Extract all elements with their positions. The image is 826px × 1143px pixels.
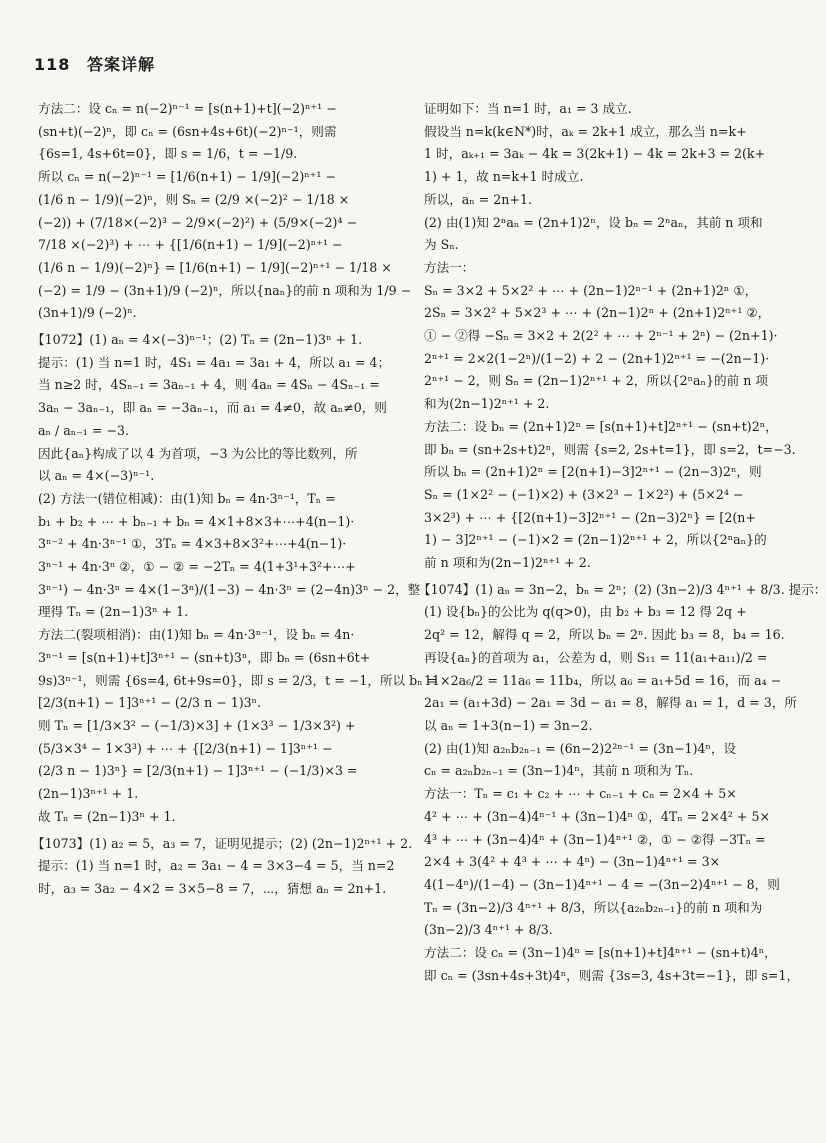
text-line: 4³ + ⋯ + (3n−4)4ⁿ + (3n−1)4ⁿ⁺¹ ②，① − ②得 −3Tₙ = <box>424 831 766 847</box>
text-line: 3ⁿ⁻¹) − 4n·3ⁿ = 4×(1−3ⁿ)/(1−3) − 4n·3ⁿ = (2−4n)3ⁿ − 2，整 <box>38 581 421 597</box>
text-line: 所以，aₙ = 2n+1. <box>424 191 532 207</box>
text-line: 即 bₙ = (sn+2s+t)2ⁿ，则需 {s=2, 2s+t=1}，即 s=2，t=−3. <box>424 441 796 457</box>
text-line: 2×4 + 3(4² + 4³ + ⋯ + 4ⁿ) − (3n−1)4ⁿ⁺¹ = 3× <box>424 854 721 870</box>
text-line: b₁ + b₂ + ⋯ + bₙ₋₁ + bₙ = 4×1+8×3+⋯+4(n−1)· <box>38 513 355 529</box>
text-line: (3n−2)/3 4ⁿ⁺¹ + 8/3. <box>424 922 553 938</box>
text-line: (2) 由(1)知 a₂ₙb₂ₙ₋₁ = (6n−2)2²ⁿ⁻¹ = (3n−1)4ⁿ，设 <box>424 740 737 756</box>
text-line: (−2)) + (7/18×(−2)³ − 2/9×(−2)²) + (5/9×(−2)⁴ − <box>38 214 358 230</box>
text-line: (−2) = 1/9 − (3n+1)/9 (−2)ⁿ，所以{naₙ}的前 n 项和为 1/9 − <box>38 282 412 298</box>
text-line: 故 Tₙ = (2n−1)3ⁿ + 1. <box>38 808 176 824</box>
text-line: 1) − 3]2ⁿ⁺¹ − (−1)×2 = (2n−1)2ⁿ⁺¹ + 2，所以{2ⁿaₙ}的 <box>424 532 767 548</box>
text-line: (2n−1)3ⁿ⁺¹ + 1. <box>38 786 139 802</box>
text-line: 3ⁿ⁻¹ + 4n·3ⁿ ②，① − ② = −2Tₙ = 4(1+3¹+3²+⋯+ <box>38 559 356 575</box>
text-line: 当 n≥2 时，4Sₙ₋₁ = 3aₙ₋₁ + 4，则 4aₙ = 4Sₙ − 4Sₙ₋₁ = <box>38 377 380 393</box>
text-line: Tₙ = (3n−2)/3 4ⁿ⁺¹ + 8/3，所以{a₂ₙb₂ₙ₋₁}的前 n 项和为 <box>424 899 763 915</box>
text-line: 2ⁿ⁺¹ − 2，则 Sₙ = (2n−1)2ⁿ⁺¹ + 2，所以{2ⁿaₙ}的前 n 项 <box>424 373 768 389</box>
text-line: Sₙ = 3×2 + 5×2² + ⋯ + (2n−1)2ⁿ⁻¹ + (2n+1)2ⁿ ①， <box>424 282 758 298</box>
text-line: (2/3 n − 1)3ⁿ} = [2/3(n+1) − 1]3ⁿ⁺¹ − (−1/3)×3 = <box>38 763 358 779</box>
problem-answer-line: 【1073】(1) a₂ = 5，a₃ = 7，证明见提示；(2) (2n−1)2ⁿ⁺¹ + 2. <box>32 835 413 851</box>
text-line: 以 aₙ = 1+3(n−1) = 3n−2. <box>424 717 593 733</box>
text-line: 时，a₃ = 3a₂ − 4×2 = 3×5−8 = 7，⋯，猜想 aₙ = 2n+1. <box>38 880 387 896</box>
text-line: 提示：(1) 当 n=1 时，4S₁ = 4a₁ = 3a₁ + 4，所以 a₁ = 4； <box>38 354 391 370</box>
text-line: 方法二：设 cₙ = (3n−1)4ⁿ = [s(n+1)+t]4ⁿ⁺¹ − (sn+t)4ⁿ， <box>424 945 777 961</box>
text-line: 方法一：Tₙ = c₁ + c₂ + ⋯ + cₙ₋₁ + cₙ = 2×4 + 5× <box>424 786 737 802</box>
text-line: cₙ = a₂ₙb₂ₙ₋₁ = (3n−1)4ⁿ，其前 n 项和为 Tₙ. <box>424 763 694 779</box>
text-line: 证明如下：当 n=1 时，a₁ = 3 成立. <box>424 101 632 116</box>
left-column <box>32 98 438 1123</box>
text-line: 为 Sₙ. <box>424 237 459 253</box>
text-line: 4(1−4ⁿ)/(1−4) − (3n−1)4ⁿ⁺¹ − 4 = −(3n−2)4ⁿ⁺¹ − 8，则 <box>424 876 780 892</box>
text-line: 所以 bₙ = (2n+1)2ⁿ = [2(n+1)−3]2ⁿ⁺¹ − (2n−3)2ⁿ，则 <box>424 464 762 480</box>
text-line: 1) + 1，故 n=k+1 时成立. <box>424 169 584 185</box>
text-line: aₙ / aₙ₋₁ = −3. <box>38 422 129 438</box>
text-line: 3aₙ − 3aₙ₋₁，即 aₙ = −3aₙ₋₁，而 a₁ = 4≠0，故 aₙ≠0，则 <box>38 400 387 416</box>
text-line: 因此{aₙ}构成了以 4 为首项，−3 为公比的等比数列，所 <box>38 445 358 461</box>
text-line: 方法二：设 cₙ = n(−2)ⁿ⁻¹ = [s(n+1)+t](−2)ⁿ⁺¹ − <box>38 101 337 116</box>
text-line: 2Sₙ = 3×2² + 5×2³ + ⋯ + (2n−1)2ⁿ + (2n+1)2ⁿ⁺¹ ②， <box>424 305 771 321</box>
text-line: (1) 设{bₙ}的公比为 q(q>0)，由 b₂ + b₃ = 12 得 2q + <box>424 604 747 620</box>
section-title: 答案详解 <box>86 55 155 74</box>
text-line: 理得 Tₙ = (2n−1)3ⁿ + 1. <box>38 604 189 620</box>
text-line: 3ⁿ⁻² + 4n·3ⁿ⁻¹ ①，3Tₙ = 4×3+8×3²+⋯+4(n−1)· <box>38 536 347 552</box>
text-line: ① − ②得 −Sₙ = 3×2 + 2(2² + ⋯ + 2ⁿ⁻¹ + 2ⁿ) − (2n+1)· <box>424 328 778 344</box>
text-line: 1 时，aₖ₊₁ = 3aₖ − 4k = 3(2k+1) − 4k = 2k+3 = 2(k+ <box>424 146 766 162</box>
text-line: (2) 由(1)知 2ⁿaₙ = (2n+1)2ⁿ，设 bₙ = 2ⁿaₙ，其前 n 项和 <box>424 214 763 230</box>
text-line: (2) 方法一(错位相减)：由(1)知 bₙ = 4n·3ⁿ⁻¹，Tₙ = <box>38 490 336 506</box>
text-line: 和为(2n−1)2ⁿ⁺¹ + 2. <box>424 396 550 412</box>
text-line: 3ⁿ⁻¹ = [s(n+1)+t]3ⁿ⁺¹ − (sn+t)3ⁿ，即 bₙ = (6sn+6t+ <box>38 649 371 665</box>
right-column <box>418 98 826 1123</box>
problem-answer-line: 【1074】(1) aₙ = 3n−2，bₙ = 2ⁿ；(2) (3n−2)/3 4ⁿ⁺¹ + 8/3. 提示： <box>418 581 826 597</box>
text-line: 7/18 ×(−2)³) + ⋯ + {[1/6(n+1) − 1/9](−2)ⁿ⁺¹ − <box>38 237 343 253</box>
problem-answer-line: 【1072】(1) aₙ = 4×(−3)ⁿ⁻¹；(2) Tₙ = (2n−1)3ⁿ + 1. <box>32 332 363 348</box>
text-line: 再设{aₙ}的首项为 a₁，公差为 d，则 S₁₁ = 11(a₁+a₁₁)/2 = <box>424 649 768 665</box>
text-line: 方法二：设 bₙ = (2n+1)2ⁿ = [s(n+1)+t]2ⁿ⁺¹ − (sn+t)2ⁿ， <box>424 418 778 434</box>
text-line: 9s)3ⁿ⁻¹，则需 {6s=4, 6t+9s=0}，即 s = 2/3，t = −1，所以 bₙ = <box>38 672 438 688</box>
text-line: 假设当 n=k(k∈N*)时，aₖ = 2k+1 成立，那么当 n=k+ <box>424 123 747 139</box>
text-line: 2a₁ = (a₁+3d) − 2a₁ = 3d − a₁ = 8，解得 a₁ = 1，d = 3，所 <box>424 695 797 711</box>
text-line: 提示：(1) 当 n=1 时，a₂ = 3a₁ − 4 = 3×3−4 = 5，当 n=2 <box>38 858 395 874</box>
text-line: (1/6 n − 1/9)(−2)ⁿ} = [1/6(n+1) − 1/9](−2)ⁿ⁺¹ − 1/18 × <box>38 259 392 275</box>
text-line: 方法一： <box>424 259 475 275</box>
text-line: Sₙ = (1×2² − (−1)×2) + (3×2³ − 1×2²) + (5×2⁴ − <box>424 486 744 502</box>
text-line: [2/3(n+1) − 1]3ⁿ⁺¹ − (2/3 n − 1)3ⁿ. <box>38 695 262 711</box>
text-line: 所以 cₙ = n(−2)ⁿ⁻¹ = [1/6(n+1) − 1/9](−2)ⁿ⁺¹ − <box>38 169 336 185</box>
text-line: 4² + ⋯ + (3n−4)4ⁿ⁻¹ + (3n−1)4ⁿ ①，4Tₙ = 2×4² + 5× <box>424 808 771 824</box>
text-line: {6s=1, 4s+6t=0}，即 s = 1/6，t = −1/9. <box>38 146 298 162</box>
text-line: 3×2³) + ⋯ + {[2(n+1)−3]2ⁿ⁺¹ − (2n−3)2ⁿ} = [2(n+ <box>424 509 756 525</box>
text-line: 2ⁿ⁺¹ = 2×2(1−2ⁿ)/(1−2) + 2 − (2n+1)2ⁿ⁺¹ = −(2n−1)· <box>424 350 770 366</box>
text-line: (5/3×3⁴ − 1×3³) + ⋯ + {[2/3(n+1) − 1]3ⁿ⁺¹ − <box>38 740 333 756</box>
text-line: 2q² = 12，解得 q = 2，所以 bₙ = 2ⁿ. 因此 b₃ = 8，b₄ = 16. <box>424 627 785 643</box>
page-header <box>34 52 155 75</box>
text-line: (1/6 n − 1/9)(−2)ⁿ，则 Sₙ = (2/9 ×(−2)² − 1/18 × <box>38 191 350 207</box>
text-line: 11×2a₆/2 = 11a₆ = 11b₄，所以 a₆ = a₁+5d = 16，而 a₄ − <box>424 672 782 688</box>
text-line: (sn+t)(−2)ⁿ，即 cₙ = (6sn+4s+6t)(−2)ⁿ⁻¹，则需 <box>38 123 337 139</box>
text-line: 以 aₙ = 4×(−3)ⁿ⁻¹. <box>38 468 155 484</box>
text-line: 方法二(裂项相消)：由(1)知 bₙ = 4n·3ⁿ⁻¹，设 bₙ = 4n· <box>38 627 355 643</box>
text-line: (3n+1)/9 (−2)ⁿ. <box>38 305 137 321</box>
page-number: 118 <box>34 55 71 74</box>
text-line: 前 n 项和为(2n−1)2ⁿ⁺¹ + 2. <box>424 555 591 571</box>
text-line: 即 cₙ = (3sn+4s+3t)4ⁿ，则需 {3s=3, 4s+3t=−1}，即 s=1， <box>424 967 800 983</box>
text-line: 则 Tₙ = [1/3×3² − (−1/3)×3] + (1×3³ − 1/3×3²) + <box>38 717 356 733</box>
